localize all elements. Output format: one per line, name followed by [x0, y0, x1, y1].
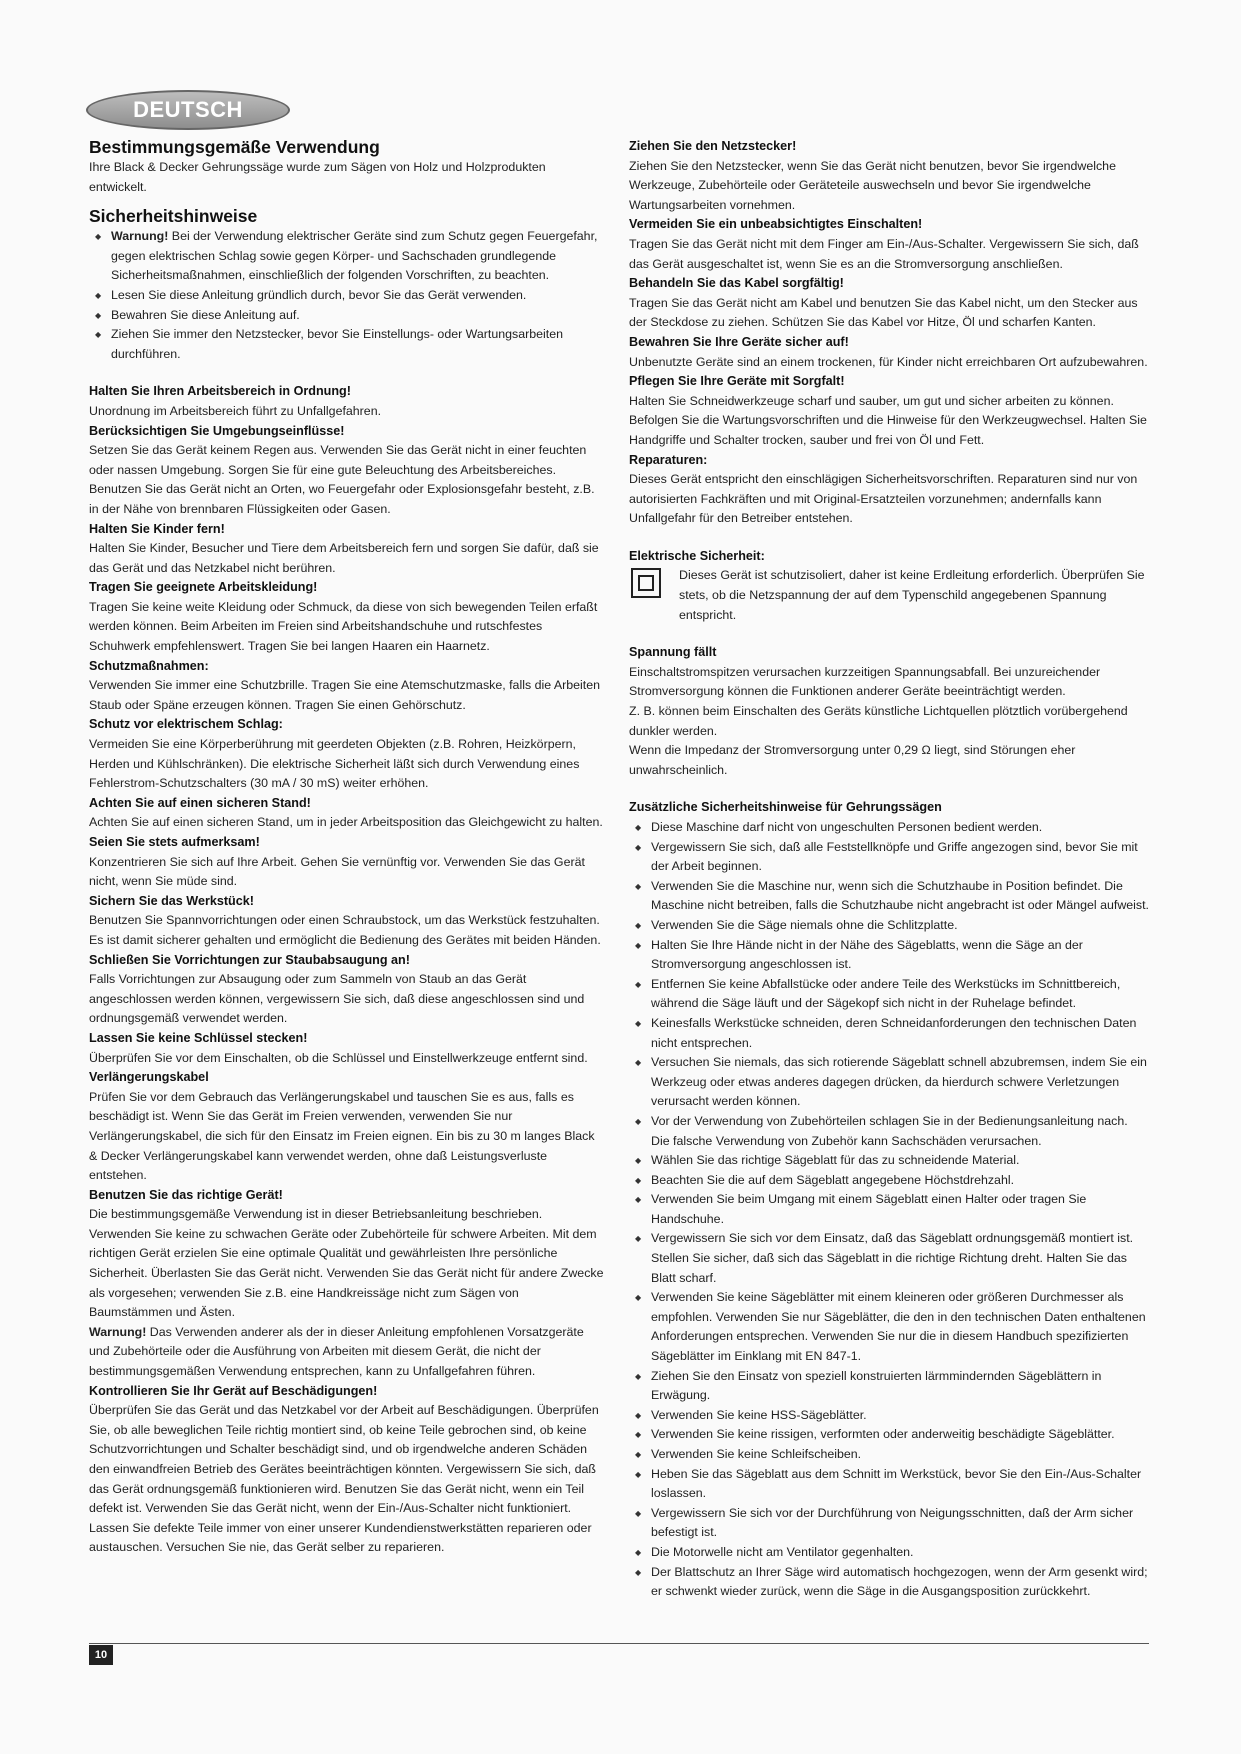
section-heading: Pflegen Sie Ihre Geräte mit Sorgfalt!: [629, 374, 845, 389]
voltage-drop-text: Z. B. können beim Einschalten des Geräts künstliche Lichtquellen plötztlich vorübergehend dunkler werden.: [629, 704, 1128, 738]
section-text: Tragen Sie keine weite Kleidung oder Schmuck, da diese von sich bewegenden Teilen erfaßt werden können. Beim Arbeiten im Freien sind Arbeitshandschuhe und rutschfestes Schuhwerk empfehlenswert. Tragen Sie bei langen Haaren ein Haarnetz.: [89, 599, 598, 654]
warning-text: Bei der Verwendung elektrischer Geräte sind zum Schutz gegen Feuergefahr, gegen elektrischen Schlag sowie gegen Körper- und Sachschaden grundlegende Sicherheitsmaßnahmen, einschließlich der folgenden Vorschriften, zu beachten.: [111, 229, 598, 283]
right-column: [629, 137, 1149, 1602]
section-text: Konzentrieren Sie sich auf Ihre Arbeit. Gehen Sie vernünftig vor. Verwenden Sie das Gerät nicht, wenn Sie müde sind.: [89, 854, 585, 889]
list-item: ◆ Diese Maschine darf nicht von ungeschulten Personen bedient werden.: [629, 818, 1149, 838]
section-heading: Achten Sie auf einen sicheren Stand!: [89, 795, 311, 810]
section-text: Halten Sie Schneidwerkzeuge scharf und sauber, um gut und sicher arbeiten zu können. Befolgen Sie die Wartungsvorschriften und die Hinweise für den Werkzeugwechsel. Halten Sie Handgriffe und Schalter trocken, sauber und frei von Öl und Fett.: [629, 393, 1147, 447]
list-item: ◆ Verwenden Sie die Säge niemals ohne die Schlitzplatte.: [629, 916, 1149, 936]
section-text: Verwenden Sie immer eine Schutzbrille. Tragen Sie eine Atemschutzmaske, falls die Arbeiten Staub oder Späne erzeugen können. Tragen Sie einen Gehörschutz.: [89, 678, 601, 712]
list-item: ◆ Die Motorwelle nicht am Ventilator gegenhalten.: [629, 1543, 1149, 1563]
section-heading: Behandeln Sie das Kabel sorgfältig!: [629, 276, 844, 291]
section-text: Setzen Sie das Gerät keinem Regen aus. Verwenden Sie das Gerät nicht in einer feuchten oder nassen Umgebung. Sorgen Sie für eine gute Beleuchtung des Arbeitsbereiches. Benutzen Sie das Gerät nicht an Orten, wo Feuergefahr oder Explosionsgefahr besteht, z.B. in der Nähe von brennbaren Flüssigkeiten oder Gasen.: [89, 443, 595, 516]
section-title-intended-use: Bestimmungsgemäße Verwendung: [89, 137, 380, 157]
section-text: Ziehen Sie den Netzstecker, wenn Sie das Gerät nicht benutzen, bevor Sie irgendwelche Werkzeuge, Zubehörteile oder Geräteteile auswechseln und bevor Sie irgendwelche Wartungsarbeiten vornehmen.: [629, 158, 1116, 212]
electrical-safety-text: Dieses Gerät ist schutzisoliert, daher ist keine Erdleitung erforderlich. Überprüfen Sie stets, ob die Netzspannung der auf dem Typenschild angegebenen Spannung entspricht.: [679, 568, 1145, 622]
list-item: ◆ Verwenden Sie keine HSS-Sägeblätter.: [629, 1406, 1149, 1426]
section-heading: Lassen Sie keine Schlüssel stecken!: [89, 1030, 308, 1045]
list-item: ◆ Wählen Sie das richtige Sägeblatt für das zu schneidende Material.: [629, 1151, 1149, 1171]
list-item: ◆ Entfernen Sie keine Abfallstücke oder andere Teile des Werkstücks im Schnittbereich, während die Säge läuft und der Sägekopf sich nicht in der Ruhelage befindet.: [629, 975, 1149, 1014]
language-tab: DEUTSCH: [86, 90, 290, 130]
list-item: ◆ Verwenden Sie beim Umgang mit einem Sägeblatt einen Halter oder tragen Sie Handschuhe.: [629, 1190, 1149, 1229]
section-text: Tragen Sie das Gerät nicht mit dem Finger am Ein-/Aus-Schalter. Vergewissern Sie sich, daß das Gerät ausgeschaltet ist, wenn Sie es an die Stromversorgung anschließen.: [629, 236, 1139, 271]
section-text: Die bestimmungsgemäße Verwendung ist in dieser Betriebsanleitung beschrieben. Verwenden Sie keine zu schwachen Geräte oder Zubehörteile für schwere Arbeiten. Mit dem richtigen Gerät erzielen Sie eine optimale Qualität und gewährleisten Ihre persönliche Sicherheit. Überlasten Sie das Gerät nicht. Verwenden Sie das Gerät nicht für andere Zwecke als vorgesehen; verwenden Sie z.B. eine Handkreissäge nicht zum Sägen von Baumstämmen und Ästen.: [89, 1207, 604, 1320]
section-heading: Schließen Sie Vorrichtungen zur Staubabsaugung an!: [89, 952, 410, 967]
warning-text: Das Verwenden anderer als der in dieser Anleitung empfohlenen Vorsatzgeräte und Zubehörteile oder die Ausführung von Arbeiten mit diesem Gerät, die nicht der bestimmungsgemäßen Verwendung entsprechen, kann zu Unfallgefahren führen.: [89, 1324, 584, 1379]
list-item: ◆ Verwenden Sie die Maschine nur, wenn sich die Schutzhaube in Position befindet. Die Maschine nicht betreiben, falls die Schutzhaube nicht angebracht ist oder Mängel aufweist.: [629, 877, 1149, 916]
section-text: Überprüfen Sie das Gerät und das Netzkabel vor der Arbeit auf Beschädigungen. Überprüfen Sie, ob alle beweglichen Teile richtig montiert sind, ob keine Teile gebrochen sind, ob keine Schutzvorrichtungen und Schalter beschädigt sind, und ob irgendwelche anderen Schäden den einwandfreien Betrieb des Gerätes beeinträchtigen könnten. Vergewissern Sie sich, daß das Gerät ordnungsgemäß funktionieren wird. Benutzen Sie das Gerät nicht, wenn ein Teil defekt ist. Verwenden Sie das Gerät nicht, wenn der Ein-/Aus-Schalter nicht funktioniert. Lassen Sie defekte Teile immer von einer unserer Kundendienstwerkstätten reparieren oder austauschen. Versuchen Sie nie, das Gerät selber zu reparieren.: [89, 1403, 599, 1555]
warning-label: Warnung!: [89, 1324, 147, 1339]
list-item: ◆ Beachten Sie die auf dem Sägeblatt angegebene Höchstdrehzahl.: [629, 1171, 1149, 1191]
section-text: Halten Sie Kinder, Besucher und Tiere dem Arbeitsbereich fern und sorgen Sie dafür, daß sie das Gerät und das Netzkabel nicht berühren.: [89, 541, 599, 575]
double-insulation-icon: [631, 568, 661, 598]
section-heading: Berücksichtigen Sie Umgebungseinflüsse!: [89, 423, 345, 438]
intended-use-text: Ihre Black & Decker Gehrungssäge wurde zum Sägen von Holz und Holzprodukten entwickelt.: [89, 160, 546, 194]
list-item: ◆ Vor der Verwendung von Zubehörteilen schlagen Sie in der Bedienungsanleitung nach. Die falsche Verwendung von Zubehör kann Sachschäden verursachen.: [629, 1112, 1149, 1151]
section-text: Vermeiden Sie eine Körperberührung mit geerdeten Objekten (z.B. Rohren, Heizkörpern, Herden und Kühlschränken). Die elektrische Sicherheit läßt sich durch Verwendung eines Fehlerstrom-Schutzschalters (30 mA / 30 mS) weiter erhöhen.: [89, 737, 580, 791]
list-item: ◆ Vergewissern Sie sich, daß alle Feststellknöpfe und Griffe angezogen sind, bevor Sie mit der Arbeit beginnen.: [629, 838, 1149, 877]
warning-label: Warnung!: [111, 229, 169, 244]
footer-divider: [89, 1643, 1149, 1644]
section-heading: Bewahren Sie Ihre Geräte sicher auf!: [629, 334, 849, 349]
section-heading: Kontrollieren Sie Ihr Gerät auf Beschädigungen!: [89, 1383, 378, 1398]
list-item: ◆ Heben Sie das Sägeblatt aus dem Schnitt im Werkstück, bevor Sie den Ein-/Aus-Schalter loslassen.: [629, 1465, 1149, 1504]
list-item: ◆ Ziehen Sie den Einsatz von speziell konstruierten lärmmindernden Sägeblättern in Erwägung.: [629, 1367, 1149, 1406]
left-column: [89, 136, 605, 1558]
section-text: Benutzen Sie Spannvorrichtungen oder einen Schraubstock, um das Werkstück festzuhalten. Es ist damit sicherer gehalten und ermöglicht die Bedienung des Gerätes mit beiden Händen.: [89, 913, 601, 947]
list-item: ◆ Vergewissern Sie sich vor der Durchführung von Neigungsschnitten, daß der Arm sicher befestigt ist.: [629, 1504, 1149, 1543]
section-heading: Halten Sie Ihren Arbeitsbereich in Ordnung!: [89, 384, 351, 399]
section-text: Überprüfen Sie vor dem Einschalten, ob die Schlüssel und Einstellwerkzeuge entfernt sind.: [89, 1050, 588, 1065]
section-text: Falls Vorrichtungen zur Absaugung oder zum Sammeln von Staub an das Gerät angeschlossen werden können, vergewissern Sie sich, daß diese angeschlossen sind und ordnungsgemäß verwendet werden.: [89, 972, 585, 1026]
list-item: [89, 227, 605, 286]
section-text: Prüfen Sie vor dem Gebrauch das Verlängerungskabel und tauschen Sie es aus, falls es beschädigt ist. Wenn Sie das Gerät im Freien verwenden, verwenden Sie nur Verlängerungskabel, die sich für den Einsatz im Freien eignen. Ein bis zu 30 m langes Black & Decker Verlängerungskabel kann verwendet werden, ohne daß Leistungsverluste entstehen.: [89, 1089, 595, 1183]
list-item: ◆ Vergewissern Sie sich vor dem Einsatz, daß das Sägeblatt ordnungsgemäß montiert ist. Stellen Sie sicher, daß sich das Sägeblatt in die richtige Richtung dreht. Halten Sie das Blatt scharf.: [629, 1229, 1149, 1288]
section-heading: Sichern Sie das Werkstück!: [89, 893, 254, 908]
list-item: ◆ Halten Sie Ihre Hände nicht in der Nähe des Sägeblatts, wenn die Säge an der Stromversorgung angeschlossen ist.: [629, 936, 1149, 975]
list-item: ◆ Keinesfalls Werkstücke schneiden, deren Schneidanforderungen den technischen Daten nicht entsprechen.: [629, 1014, 1149, 1053]
voltage-drop-text: Wenn die Impedanz der Stromversorgung unter 0,29 Ω liegt, sind Störungen eher unwahrscheinlich.: [629, 743, 1076, 777]
additional-safety-list: [629, 818, 1149, 1602]
section-heading: Halten Sie Kinder fern!: [89, 521, 225, 536]
section-text: Tragen Sie das Gerät nicht am Kabel und benutzen Sie das Kabel nicht, um den Stecker aus der Steckdose zu ziehen. Schützen Sie das Kabel vor Hitze, Öl und scharfen Kanten.: [629, 295, 1138, 330]
safety-bullet-list: [89, 227, 605, 364]
list-item: ◆ Bewahren Sie diese Anleitung auf.: [89, 306, 605, 326]
list-item: ◆ Versuchen Sie niemals, das sich rotierende Sägeblatt schnell abzubremsen, indem Sie ein Werkzeug oder etwas anderes dagegen drücken, da hierdurch schwere Verletzungen verursacht werden können.: [629, 1053, 1149, 1112]
section-heading: Tragen Sie geeignete Arbeitskleidung!: [89, 580, 318, 595]
electrical-safety-block: [629, 566, 1149, 625]
section-heading: Reparaturen:: [629, 452, 708, 467]
section-heading: Seien Sie stets aufmerksam!: [89, 835, 260, 849]
section-heading: Schutzmaßnahmen:: [89, 658, 209, 673]
list-item: ◆ Verwenden Sie keine rissigen, verformten oder anderweitig beschädigte Sägeblätter.: [629, 1425, 1149, 1445]
section-text: Dieses Gerät entspricht den einschlägigen Sicherheitsvorschriften. Reparaturen sind nur von autorisierten Fachkräften und mit Original-Ersatzteilen vorzunehmen; andernfalls kann Unfallgefahr für den Betreiber entstehen.: [629, 472, 1138, 526]
list-item: ◆ Verwenden Sie keine Sägeblätter mit einem kleineren oder größeren Durchmesser als empfohlen. Verwenden Sie nur Sägeblätter, die den in den technischen Daten enthaltenen Anforderungen entsprechen. Verwenden Sie nur die in diesem Handbuch spezifizierten Sägeblätter im Einklang mit EN 847-1.: [629, 1288, 1149, 1366]
section-text: Unordnung im Arbeitsbereich führt zu Unfallgefahren.: [89, 403, 382, 418]
list-item: ◆ Der Blattschutz an Ihrer Säge wird automatisch hochgezogen, wenn der Arm gesenkt wird; er schwenkt wieder zurück, wenn die Säge in die Ausgangsposition zurückkehrt.: [629, 1563, 1149, 1602]
section-heading: Verlängerungskabel: [89, 1070, 209, 1085]
voltage-drop-text: Einschaltstromspitzen verursachen kurzzeitigen Spannungsabfall. Bei unzureichender Stromversorgung können die Funktionen anderer Geräte beeinträchtigt werden.: [629, 664, 1101, 699]
section-heading: Vermeiden Sie ein unbeabsichtigtes Einschalten!: [629, 217, 923, 232]
additional-safety-heading: Zusätzliche Sicherheitshinweise für Gehrungssägen: [629, 800, 942, 815]
section-heading: Schutz vor elektrischem Schlag:: [89, 717, 283, 732]
list-item: ◆ Ziehen Sie immer den Netzstecker, bevor Sie Einstellungs- oder Wartungsarbeiten durchführen.: [89, 325, 605, 364]
section-heading: Benutzen Sie das richtige Gerät!: [89, 1187, 283, 1202]
list-item: ◆ Lesen Sie diese Anleitung gründlich durch, bevor Sie das Gerät verwenden.: [89, 286, 605, 306]
section-heading: Ziehen Sie den Netzstecker!: [629, 139, 797, 153]
list-item: ◆ Verwenden Sie keine Schleifscheiben.: [629, 1445, 1149, 1465]
page-number: 10: [89, 1645, 113, 1665]
electrical-safety-heading: Elektrische Sicherheit:: [629, 548, 765, 563]
warning-paragraph: [89, 1323, 605, 1382]
section-text: Achten Sie auf einen sicheren Stand, um in jeder Arbeitsposition das Gleichgewicht zu halten.: [89, 815, 603, 830]
voltage-drop-heading: Spannung fällt: [629, 645, 717, 660]
section-text: Unbenutzte Geräte sind an einem trockenen, für Kinder nicht erreichbaren Ort aufzubewahren.: [629, 354, 1148, 369]
section-title-safety: Sicherheitshinweise: [89, 206, 258, 227]
